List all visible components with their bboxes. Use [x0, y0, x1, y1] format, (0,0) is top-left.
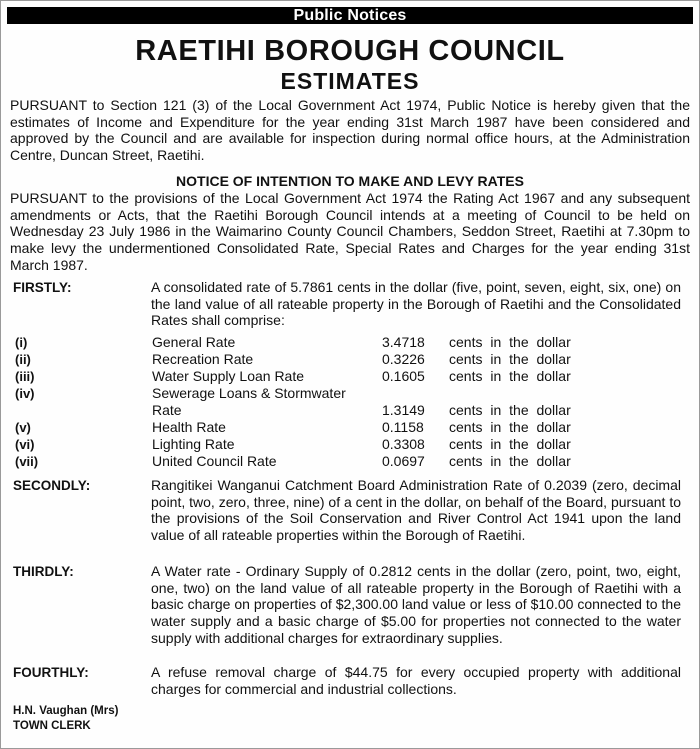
intention-paragraph: PURSUANT to the provisions of the Local Government Act 1974 the Rating Act 1967 and any subsequent amendments or Acts, that the Raetihi Borough Council intends at a meeting of Council to be held on Wednesday 23 July 1986 in the Waimarino County Council Chambers, Seddon Street, Raetihi at 7.30pm to make levy the undermentioned Consolidated Rate, Special Rates and Charges for the year ending 31st March 1987.: [10, 190, 690, 273]
rate-number: (ii): [15, 352, 31, 367]
rate-name-continued: Rate: [152, 402, 182, 418]
firstly-label: FIRSTLY:: [13, 280, 72, 295]
rate-name: United Council Rate: [152, 453, 277, 469]
thirdly-text: A Water rate - Ordinary Supply of 0.2812 cents in the dollar (zero, point, two, eight, one, two) on the land value of all rateable property in the Borough of Raetihi with a basic charge on properties of $2,300.00 land value or less of $10.00 connected to the water supply and a basic charge of $5.00 for properties not connected to the water supply with additional charges for extraordinary supplies.: [151, 563, 681, 646]
notice-heading: NOTICE OF INTENTION TO MAKE AND LEVY RATES: [176, 173, 524, 189]
fourthly-text: A refuse removal charge of $44.75 for every occupied property with additional charges for commercial and industrial collections.: [151, 664, 681, 697]
estimates-heading: ESTIMATES: [280, 68, 420, 94]
rate-name: Lighting Rate: [152, 436, 235, 452]
secondly-label: SECONDLY:: [13, 478, 91, 493]
rate-value: 0.3308: [382, 436, 425, 452]
banner-title: Public Notices: [293, 7, 407, 24]
rate-value: 3.4718: [382, 334, 425, 350]
secondly-text: Rangitikei Wanganui Catchment Board Administration Rate of 0.2039 (zero, decimal point, two, zero, three, nine) of a cent in the dollar, on behalf of the Board, pursuant to the provisions of the Soil Conservation and River Control Act 1941 upon the land value of all rateable properties within the Borough of Raetihi.: [151, 477, 682, 544]
rate-number: (iv): [15, 386, 35, 401]
rate-value: 0.0697: [382, 453, 425, 469]
section-banner: [7, 7, 693, 24]
signatory-name: H.N. Vaughan (Mrs): [13, 705, 119, 717]
rate-number: (vi): [15, 437, 35, 452]
rate-name: Water Supply Loan Rate: [152, 368, 305, 384]
rate-name: Recreation Rate: [152, 351, 254, 367]
rate-unit: cents in the dollar: [449, 334, 571, 350]
rate-value: 0.3226: [382, 351, 425, 367]
council-title: RAETIHI BOROUGH COUNCIL: [135, 35, 565, 67]
rate-name: Sewerage Loans & Stormwater: [152, 385, 346, 401]
rate-name: Health Rate: [152, 419, 226, 435]
rate-value: 1.3149: [382, 402, 425, 418]
rate-unit: cents in the dollar: [449, 402, 571, 418]
rate-number: (iii): [15, 369, 35, 384]
rate-unit: cents in the dollar: [449, 436, 571, 452]
rate-number: (vii): [15, 454, 39, 469]
rate-name: General Rate: [152, 334, 236, 350]
rate-number: (i): [15, 335, 28, 350]
rate-value: 0.1158: [382, 419, 424, 435]
estimates-paragraph: PURSUANT to Section 121 (3) of the Local Government Act 1974, Public Notice is hereby given that the estimates of Income and Expenditure for the year ending 31st March 1987 have been considered and approved by the Council and are available for inspection during normal office hours, at the Administration Centre, Duncan Street, Raetihi.: [10, 97, 690, 164]
firstly-text: A consolidated rate of 5.7861 cents in the dollar (five, point, seven, eight, six, one) on the land value of all rateable property in the Borough of Raetihi and the Consolidated Rates shall comprise:: [151, 279, 681, 329]
rate-value: 0.1605: [382, 368, 425, 384]
rate-unit: cents in the dollar: [449, 351, 571, 367]
rate-unit: cents in the dollar: [449, 368, 571, 384]
fourthly-label: FOURTHLY:: [13, 665, 89, 680]
rate-unit: cents in the dollar: [449, 419, 571, 435]
signatory-role: TOWN CLERK: [13, 720, 91, 732]
rate-unit: cents in the dollar: [449, 453, 571, 469]
thirdly-label: THIRDLY:: [13, 564, 74, 579]
rate-number: (v): [15, 420, 31, 435]
